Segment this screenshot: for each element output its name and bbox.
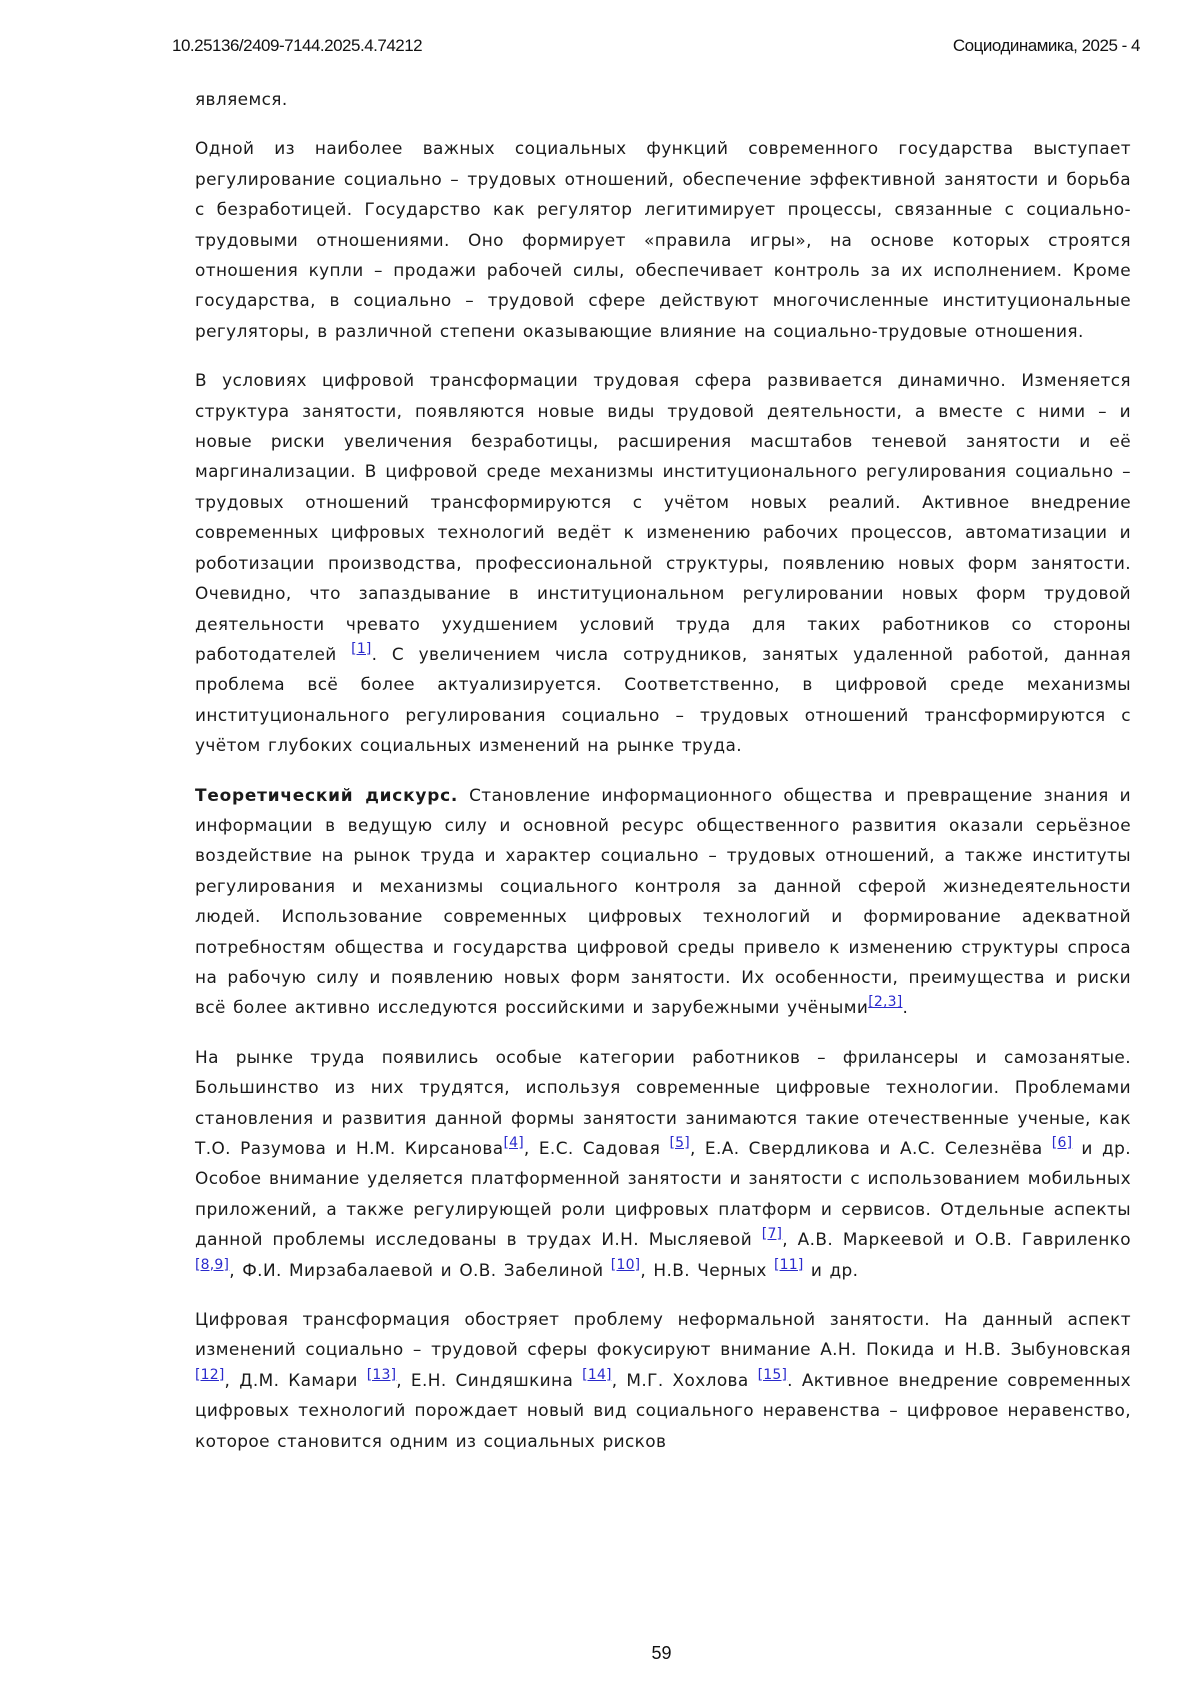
paragraph-text: На рынке труда появились особые категории работников – фрилансеры и самозанятые. Большинство из них трудятся, используя современные цифровые технологии. Проблемами становления и развития данной формы занятости занимаются такие отечественные ученые, как Т.О. Разумова и Н.М. Кирсанова [195, 1047, 1131, 1158]
citation-link[interactable]: [14] [582, 1367, 612, 1383]
running-header [172, 36, 1140, 60]
citation-link[interactable]: [1] [351, 641, 371, 657]
body-paragraph [195, 1042, 1131, 1285]
paragraph-text: , М.Г. Хохлова [612, 1370, 758, 1390]
body-paragraph [195, 780, 1131, 1023]
paragraph-text: . С увеличением числа сотрудников, занятых удаленной работой, данная проблема всё более актуализируется. Соответственно, в цифровой среде механизмы институционального регулирования социально – трудовых отношений трансформируются с учётом глубоких социальных изменений на рынке труда. [195, 644, 1131, 755]
paragraph-text: Одной из наиболее важных социальных функций современного государства выступает регулирование социально – трудовых отношений, обеспечение эффективной занятости и борьба с безработицей. Государство как регулятор легитимирует процессы, связанные с социально-трудовыми отношениями. Оно формирует «правила игры», на основе которых строятся отношения купли – продажи рабочей силы, обеспечивает контроль за их исполнением. Кроме государства, в социально – трудовой сфере действуют многочисленные институциональные регуляторы, в различной степени оказывающие влияние на социально-трудовые отношения. [195, 138, 1131, 340]
citation-link[interactable]: [15] [758, 1367, 788, 1383]
section-heading-inline: Теоретический дискурс. [195, 785, 458, 805]
paragraph-text: . Активное внедрение современных цифровых технологий порождает новый вид социального неравенства – цифровое неравенство, которое становится одним из социальных рисков [195, 1370, 1131, 1451]
paragraph-text: , Е.А. Свердликова и А.С. Селезнёва [690, 1138, 1052, 1158]
citation-link[interactable]: [11] [774, 1257, 804, 1273]
doi-label: 10.25136/2409-7144.2025.4.74212 [172, 36, 422, 56]
citation-link[interactable]: [13] [367, 1367, 397, 1383]
paragraph-text: , Ф.И. Мирзабалаевой и О.В. Забелиной [229, 1260, 611, 1280]
page-number: 59 [0, 1643, 1200, 1664]
journal-issue-label: Социодинамика, 2025 - 4 [953, 36, 1140, 56]
body-paragraph [195, 133, 1131, 346]
citation-link[interactable]: [8,9] [195, 1257, 229, 1273]
citation-link[interactable]: [2,3] [868, 994, 902, 1010]
citation-link[interactable]: [12] [195, 1367, 225, 1383]
paragraph-text: , Е.С. Садовая [524, 1138, 670, 1158]
citation-link[interactable]: [6] [1052, 1135, 1072, 1151]
body-paragraph [195, 365, 1131, 760]
paragraph-text: Становление информационного общества и превращение знания и информации в ведущую силу и основной ресурс общественного развития оказали серьёзное воздействие на рынок труда и характер социально – трудовых отношений, а также институты регулирования и механизмы социального контроля за данной сферой жизнедеятельности людей. Использование современных цифровых технологий и формирование адекватной потребностям общества и государства цифровой среды привело к изменению структуры спроса на рабочую силу и появлению новых форм занятости. Их особенности, преимущества и риски всё более активно исследуются российскими и зарубежными учёными [195, 785, 1131, 1018]
body-paragraph [195, 1304, 1131, 1456]
paragraph-text: и др. [804, 1260, 859, 1280]
citation-link[interactable]: [4] [503, 1135, 523, 1151]
paragraph-text: , Н.В. Черных [640, 1260, 774, 1280]
paragraph-text: В условиях цифровой трансформации трудовая сфера развивается динамично. Изменяется структура занятости, появляются новые виды трудовой деятельности, а вместе с ними – и новые риски увеличения безработицы, расширения масштабов теневой занятости и её маргинализации. В цифровой среде механизмы институционального регулирования социально – трудовых отношений трансформируются с учётом новых реалий. Активное внедрение современных цифровых технологий ведёт к изменению рабочих процессов, автоматизации и роботизации производства, профессиональной структуры, появлению новых форм занятости. Очевидно, что запаздывание в институциональном регулировании новых форм трудовой деятельности чревато ухудшением условий труда для таких работников со стороны работодателей [195, 370, 1131, 664]
paragraph-text: Цифровая трансформация обостряет проблему неформальной занятости. На данный аспект изменений социально – трудовой сферы фокусируют внимание А.Н. Покида и Н.В. Зыбуновская [195, 1309, 1131, 1359]
citation-link[interactable]: [5] [670, 1135, 690, 1151]
article-body [195, 84, 1131, 1475]
paragraph-text: и др. Особое внимание уделяется платформенной занятости и занятости с использованием мобильных приложений, а также регулирующей роли цифровых платформ и сервисов. Отдельные аспекты данной проблемы исследованы в трудах И.Н. Мысляевой [195, 1138, 1131, 1249]
paragraph-text: , Е.Н. Синдяшкина [396, 1370, 582, 1390]
paragraph-text: , Д.М. Камари [225, 1370, 367, 1390]
citation-link[interactable]: [7] [762, 1226, 782, 1242]
citation-link[interactable]: [10] [611, 1257, 641, 1273]
body-paragraph [195, 84, 1131, 114]
paragraph-text: , А.В. Маркеевой и О.В. Гавриленко [782, 1229, 1131, 1249]
paragraph-text: . [902, 997, 908, 1017]
paragraph-text: являемся. [195, 89, 288, 109]
